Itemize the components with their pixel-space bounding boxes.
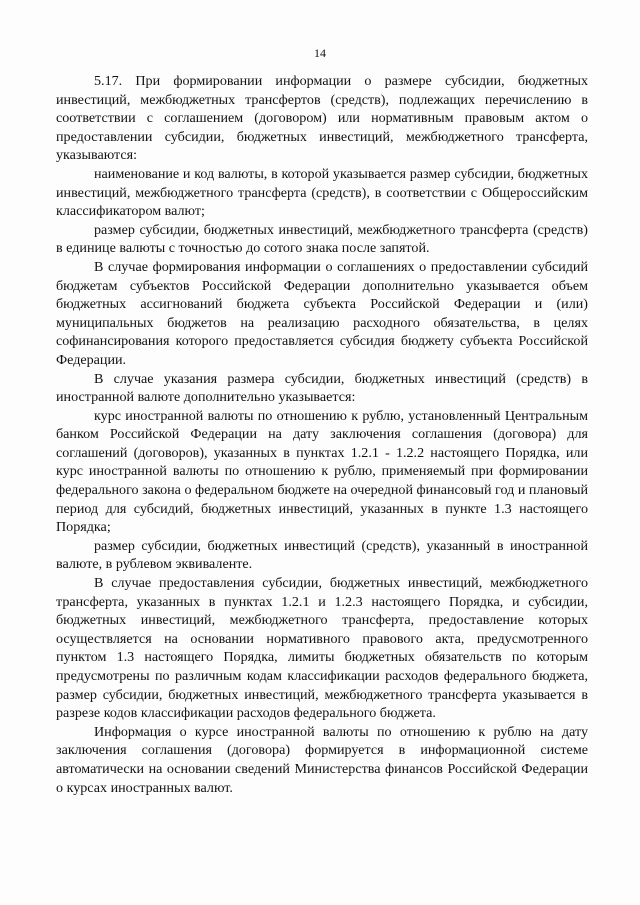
paragraph-foreign-currency: В случае указания размера субсидии, бюджетных инвестиций (средств) в иностранной валюте дополнительно указывается: xyxy=(56,370,588,406)
paragraph-currency-code: наименование и код валюты, в которой указывается размер субсидии, бюджетных инвестиций, межбюджетного трансферта (средств), в соответствии с Общероссийским классификатором валют; xyxy=(56,165,588,220)
paragraph-classification-codes: В случае предоставления субсидии, бюджетных инвестиций, межбюджетного трансферта, указанных в пунктах 1.2.1 и 1.2.3 настоящего Порядка, и субсидии, бюджетных инвестиций, межбюджетного трансферта, предоставление которых осуществляется на основании нормативного правового акта, предусмотренного пунктом 1.3 настоящего Порядка, лимиты бюджетных обязательств по которым предусмотрены по различным кодам классификации расходов федерального бюджета, размер субсидии, бюджетных инвестиций, межбюджетного трансферта указывается в разрезе кодов классификации расходов федерального бюджета. xyxy=(56,575,588,722)
paragraph-regional-subsidies: В случае формирования информации о соглашениях о предоставлении субсидий бюджетам субъектов Российской Федерации дополнительно указывается объем бюджетных ассигнований бюджета субъекта Российской Федерации и (или) муниципальных бюджетов на реализацию расходного обязательства, в целях софинансирования которого предоставляется субсидия бюджету субъекта Российской Федерации. xyxy=(56,258,588,368)
document-body xyxy=(56,72,588,797)
paragraph-exchange-rate-info: Информация о курсе иностранной валюты по отношению к рублю на дату заключения соглашения (договора) формируется в информационной системе автоматически на основании сведений Министерства финансов Российской Федерации о курсах иностранных валют. xyxy=(56,723,588,796)
page-number: 14 xyxy=(314,46,326,60)
paragraph-ruble-equivalent: размер субсидии, бюджетных инвестиций (средств), указанный в иностранной валюте, в рублевом эквиваленте. xyxy=(56,537,588,573)
paragraph-amount-precision: размер субсидии, бюджетных инвестиций, межбюджетного трансферта (средств) в единице валюты с точностью до сотого знака после запятой. xyxy=(56,221,588,257)
paragraph-exchange-rate: курс иностранной валюты по отношению к рублю, установленный Центральным банком Российской Федерации на дату заключения соглашения (договора) для соглашений (договоров), указанных в пунктах 1.2.1 - 1.2.2 настоящего Порядка, или курс иностранной валюты по отношению к рублю, применяемый при формировании федерального закона о федеральном бюджете на очередной финансовый год и плановый период для субсидий, бюджетных инвестиций, указанных в пункте 1.3 настоящего Порядка; xyxy=(56,407,588,536)
paragraph-5-17: 5.17. При формировании информации о размере субсидии, бюджетных инвестиций, межбюджетных трансфертов (средств), подлежащих перечислению в соответствии с соглашением (договором) или нормативным правовым актом о предоставлении субсидии, бюджетных инвестиций, межбюджетного трансферта, указываются: xyxy=(56,73,588,164)
